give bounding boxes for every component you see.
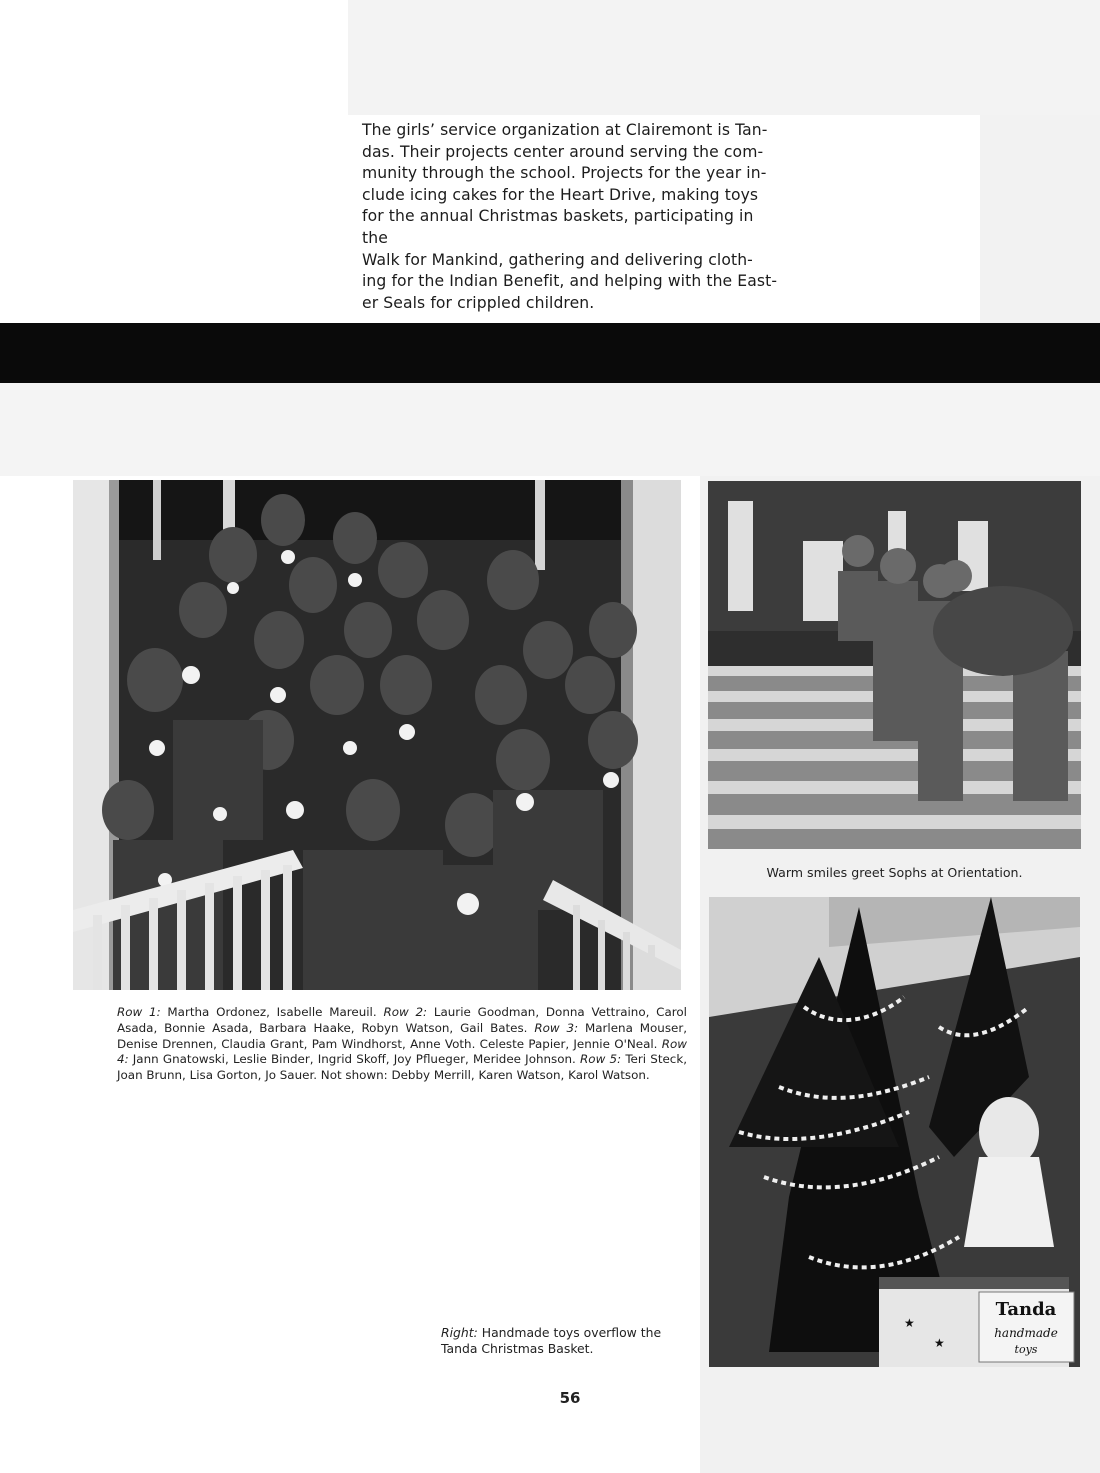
black-divider-band	[0, 323, 1100, 383]
sign-line2: toys	[1014, 1343, 1038, 1356]
page-number: 56	[559, 1389, 581, 1407]
row5-label: Row 5:	[580, 1052, 622, 1067]
top-panel	[348, 0, 1100, 115]
tandas-group-photo	[73, 480, 681, 990]
orientation-photo-illustration	[708, 481, 1081, 849]
sign-line1: handmade	[994, 1326, 1058, 1340]
sign-brand: Tanda	[995, 1299, 1057, 1320]
row4-names: Jann Gnatowski, Leslie Binder, Ingrid Skoff, Joy Pflueger, Meridee Johnson.	[132, 1052, 576, 1067]
toys-photo-caption	[441, 1325, 691, 1357]
toys-caption-text: Handmade toys overflow the Tanda Christmas Basket.	[441, 1325, 662, 1356]
row2-label: Row 2:	[383, 1005, 428, 1019]
row3-names: Marlena Mouser, Denise Drennen, Claudia Grant, Pam Windhorst, Anne Voth. Celeste Papier, Jennie O'Neal.	[117, 1020, 687, 1051]
row1-names: Martha Ordonez, Isabelle Mareuil.	[167, 1005, 377, 1019]
group-photo-caption	[117, 1005, 687, 1084]
orientation-photo	[708, 481, 1081, 849]
row2-names: Laurie Goodman, Donna Vettraino, Carol Asada, Bonnie Asada, Barbara Haake, Robyn Watson, Gail Bates.	[117, 1005, 687, 1035]
group-photo-illustration	[73, 480, 681, 990]
toys-caption-label: Right:	[441, 1325, 478, 1340]
row4-label: Row 4:	[117, 1036, 688, 1067]
star-icon: ★	[904, 1316, 915, 1330]
row3-label: Row 3:	[534, 1020, 579, 1035]
star-icon: ★	[934, 1336, 945, 1350]
row5-names: Teri Steck, Joan Brunn, Lisa Gorton, Jo Sauer. Not shown: Debby Merrill, Karen Watson, Karol Watson.	[117, 1052, 687, 1083]
intro-paragraph: The girls’ service organization at Clairemont is Tan- das. Their projects center around serving the com- munity through the school. Projects for the year in- clude icing cakes for the Heart Drive, making toys for the annual Christmas baskets, participating in the Walk for Mankind, gathering and delivering cloth- ing for the Indian Benefit, and helping with the East- er Seals for crippled children.	[362, 121, 778, 312]
orientation-caption: Warm smiles greet Sophs at Orientation.	[766, 865, 1023, 880]
top-left-margin	[0, 0, 348, 115]
gray-strip	[0, 383, 1100, 476]
toys-photo-illustration	[709, 897, 1080, 1367]
christmas-toys-photo	[709, 897, 1080, 1367]
right-margin-panel	[980, 115, 1100, 323]
row1-label: Row 1:	[117, 1005, 161, 1019]
